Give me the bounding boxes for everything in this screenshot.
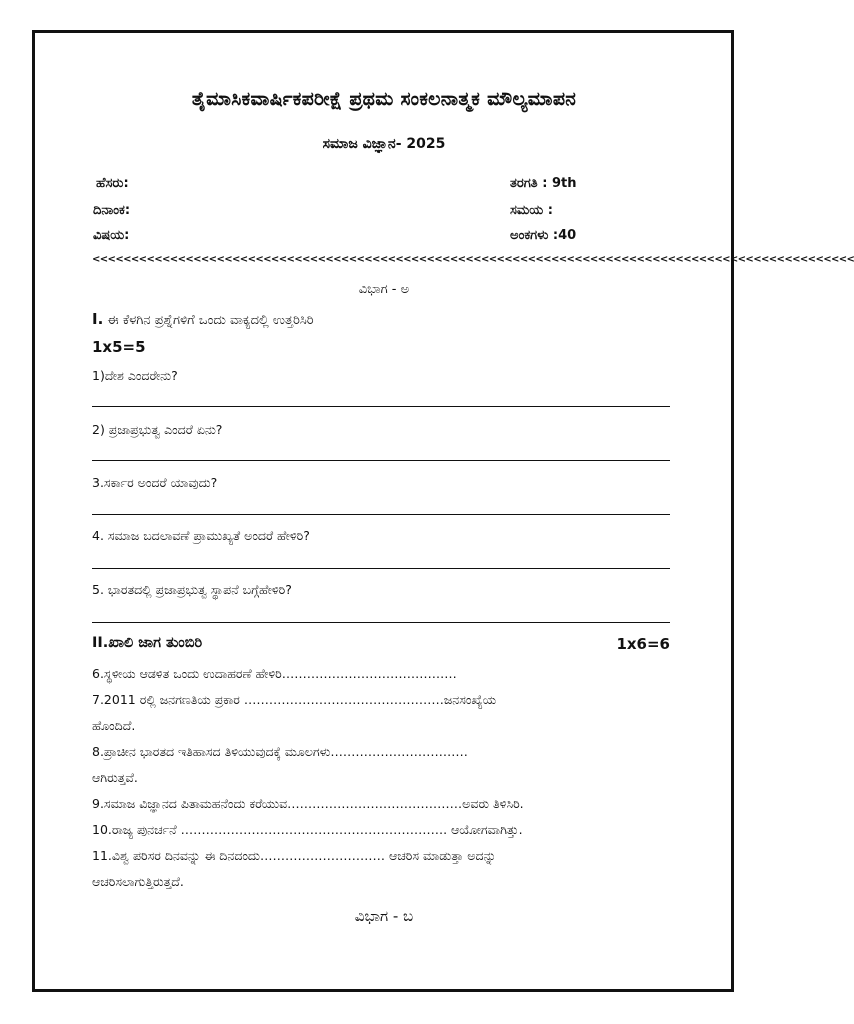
question-3: 3.ಸರ್ಕಾರ ಅಂದರೆ ಯಾವುದು? — [92, 475, 218, 490]
class-label: ತರಗತಿ : 9th — [510, 176, 577, 191]
section-a-marks: 1x5=5 — [92, 338, 146, 356]
answer-line-3 — [92, 514, 670, 515]
name-label: ಹೆಸರು: — [96, 176, 129, 191]
question-1: 1)ದೇಶ ಎಂದರೇನು? — [92, 368, 178, 383]
fill-blanks-list — [92, 661, 672, 895]
time-label: ಸಮಯ : — [510, 203, 553, 218]
section-a-instruction — [92, 310, 314, 328]
subject-label: ವಿಷಯ: — [93, 228, 130, 243]
answer-line-4 — [92, 568, 670, 569]
question-10: 10.ರಾಜ್ಯ ಪುನರ್ಚನೆ ………………………………………………………. ಆಯೋಗವಾಗಿತ್ತು. — [92, 822, 523, 837]
date-label: ದಿನಾಂಕ: — [93, 203, 131, 218]
question-4: 4. ಸಮಾಜ ಬದಲಾವಣೆ ಪ್ರಾಮುಖ್ಯತೆ ಅಂದರೆ ಹೇಳಿರಿ? — [92, 528, 310, 543]
section-c-heading: ವಿಭಾಗ - ಬ — [354, 907, 414, 925]
exam-subtitle: ಸಮಾಜ ವಿಜ್ಞಾನ- 2025 — [322, 136, 446, 152]
question-7-line-1: 7.2011 ರಲ್ಲಿ ಜನಗಣತಿಯ ಪ್ರಕಾರ …………………………………………ಜನಸಂಖ್ಯೆಯ — [92, 692, 497, 707]
question-11-line-2: ಆಚರಿಸಲಾಗುತ್ತಿರುತ್ತದೆ. — [92, 874, 184, 889]
section-b-marks: 1x6=6 — [616, 635, 670, 653]
separator-line: <<<<<<<<<<<<<<<<<<<<<<<<<<<<<<<<<<<<<<<<<<<<<<<<<<<<<<<<<<<<<<<<<<<<<<<<<<<<<<<<<<<<<<<<<<<<<<<<<< — [92, 254, 854, 265]
question-6: 6.ಸ್ಥಳೀಯ ಆಡಳಿತ ಒಂದು ಉದಾಹರಣೆ ಹೇಳಿರಿ…………………………………… — [92, 666, 457, 681]
section-a-heading: ವಿಭಾಗ - ಅ — [358, 282, 410, 297]
question-11-line-1: 11.ವಿಶ್ವ ಪರಿಸರ ದಿನವನ್ನು ಈ ದಿನದಂದು………………………… ಆಚರಿಸ ಮಾಡುತ್ತಾ ಅದನ್ನು — [92, 848, 497, 863]
question-7-line-2: ಹೊಂದಿದೆ. — [92, 718, 136, 733]
question-8-line-2: ಆಗಿರುತ್ತವೆ. — [92, 770, 138, 785]
section-b-instruction: II.ಖಾಲಿ ಜಾಗ ತುಂಬಿರಿ — [92, 635, 203, 651]
answer-line-5 — [92, 622, 670, 623]
question-8-line-1: 8.ಪ್ರಾಚೀನ ಭಾರತದ ಇತಿಹಾಸದ ತಿಳಿಯುವುದಕ್ಕೆ ಮೂಲಗಳು…………………………… — [92, 744, 468, 759]
question-9: 9.ಸಮಾಜ ವಿಜ್ಞಾನದ ಪಿತಾಮಹನೆಂದು ಕರೆಯುವ……………………………………ಅವರು ತಿಳಿಸಿರಿ. — [92, 796, 524, 811]
instruction-text: ಈ ಕೆಳಗಿನ ಪ್ರಶ್ನೆಗಳಿಗೆ ಒಂದು ವಾಕ್ಯದಲ್ಲಿ ಉತ್ತರಿಸಿರಿ — [103, 313, 314, 328]
answer-line-1 — [92, 406, 670, 407]
marks-label: ಅಂಕಗಳು :40 — [510, 228, 577, 243]
exam-title: ತೈಮಾಸಿಕವಾರ್ಷಿಕಪರೀಕ್ಷೆ ಪ್ರಥಮ ಸಂಕಲನಾತ್ಮಕ ಮೌಲ್ಯಮಾಪನ — [191, 88, 577, 110]
instruction-number: I. — [92, 310, 104, 328]
answer-line-2 — [92, 460, 670, 461]
question-5: 5. ಭಾರತದಲ್ಲಿ ಪ್ರಜಾಪ್ರಭುತ್ವ ಸ್ಥಾಪನೆ ಬಗ್ಗೆಹೇಳಿರಿ? — [92, 582, 292, 597]
question-2: 2) ಪ್ರಜಾಪ್ರಭುತ್ವ ಎಂದರೆ ಏನು? — [92, 422, 223, 437]
